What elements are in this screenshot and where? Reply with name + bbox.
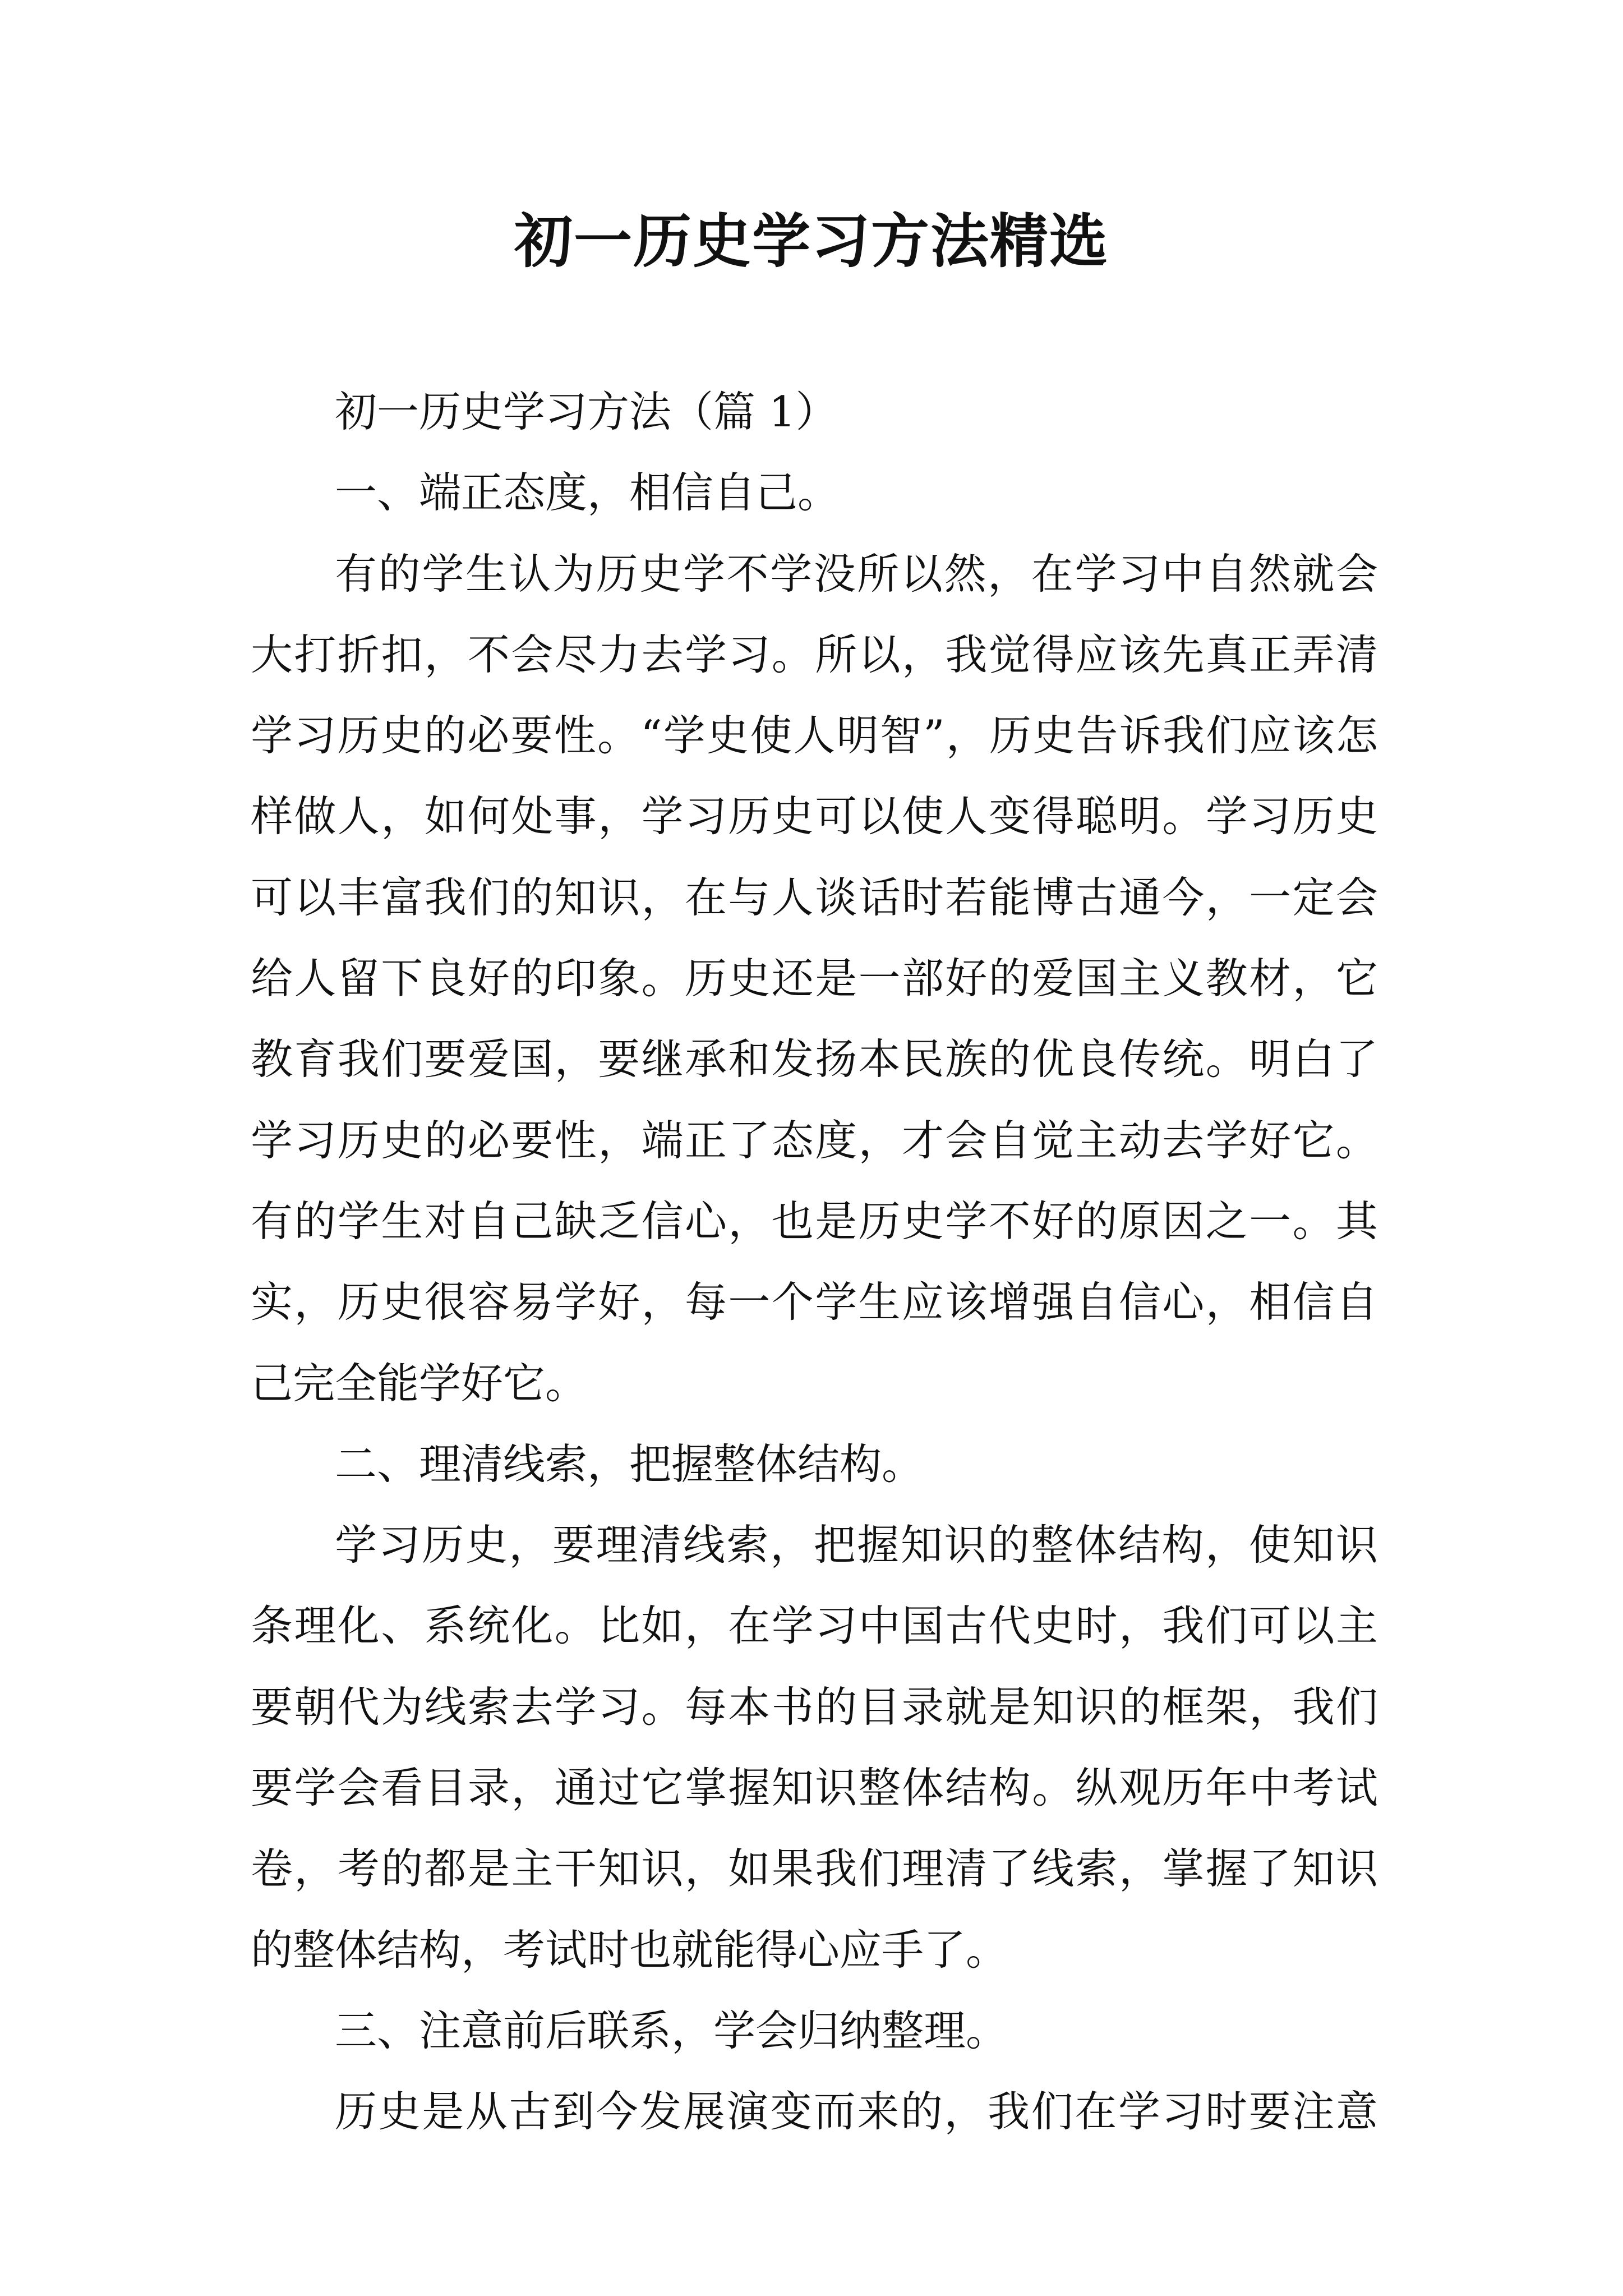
body-line: 大打折扣，不会尽力去学习。所以，我觉得应该先真正弄清 — [251, 629, 1378, 679]
body-line: 有的学生认为历史学不学没所以然，在学习中自然就会 — [335, 549, 1378, 599]
body-line: 样做人，如何处事，学习历史可以使人变得聪明。学习历史 — [251, 792, 1378, 841]
body-line: 学习历史的必要性，端正了态度，才会自觉主动去学好它。 — [251, 1115, 1378, 1165]
document-title: 初一历史学习方法精选 — [514, 206, 1109, 275]
body-line: 一、端正态度，相信自己。 — [335, 468, 840, 518]
body-line: 要朝代为线索去学习。每本书的目录就是知识的框架，我们 — [251, 1682, 1378, 1732]
body-line: 要学会看目录，通过它掌握知识整体结构。纵观历年中考试 — [251, 1763, 1378, 1813]
body-line: 己完全能学好它。 — [251, 1358, 588, 1408]
body-line: 实，历史很容易学好，每一个学生应该增强自信心，相信自 — [251, 1277, 1378, 1327]
body-line: 给人留下良好的印象。历史还是一部好的爱国主义教材，它 — [251, 954, 1378, 1004]
body-line: 历史是从古到今发展演变而来的，我们在学习时要注意 — [335, 2087, 1378, 2137]
body-line: 条理化、系统化。比如，在学习中国古代史时，我们可以主 — [251, 1601, 1378, 1651]
body-line: 三、注意前后联系，学会归纳整理。 — [335, 2005, 1008, 2055]
body-line: 二、理清线索，把握整体结构。 — [335, 1439, 924, 1489]
body-line: 学习历史，要理清线索，把握知识的整体结构，使知识 — [335, 1520, 1378, 1570]
body-line: 卷，考的都是主干知识，如果我们理清了线索，掌握了知识 — [251, 1844, 1378, 1894]
body-line: 教育我们要爱国，要继承和发扬本民族的优良传统。明白了 — [251, 1034, 1378, 1084]
body-line: 有的学生对自己缺乏信心，也是历史学不好的原因之一。其 — [251, 1196, 1378, 1246]
document-body — [251, 371, 1378, 2152]
body-line: 可以丰富我们的知识，在与人谈话时若能博古通今，一定会 — [251, 872, 1378, 922]
body-line: 学习历史的必要性。“学史使人明智”，历史告诉我们应该怎 — [251, 711, 1378, 761]
body-line: 的整体结构，考试时也就能得心应手了。 — [251, 1925, 1008, 1975]
body-line: 初一历史学习方法（篇 1） — [335, 387, 838, 436]
